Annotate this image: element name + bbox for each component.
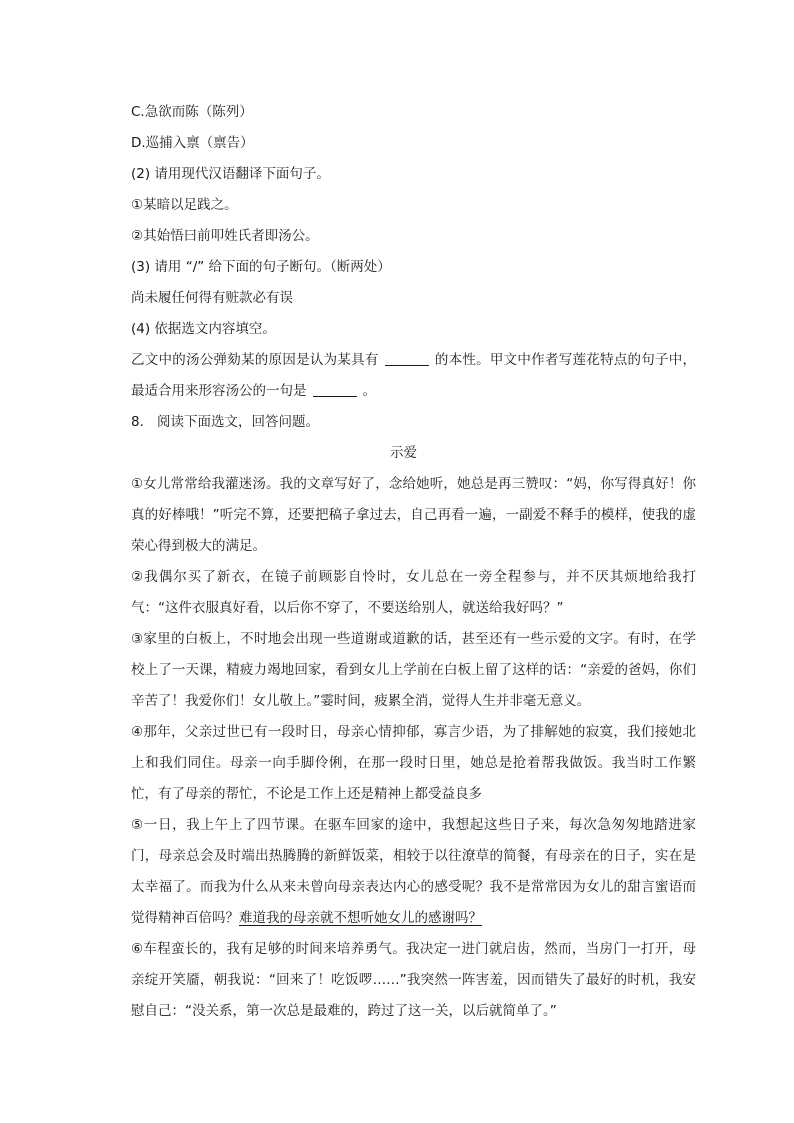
paragraph-1: ①女儿常常给我灌迷汤。我的文章写好了，念给她听，她总是再三赞叹：“妈，你写得真好！你真的好棒哦！”听完不算，还要把稿子拿过去，自己再看一遍，一副爱不释手的模样，使我的虚荣心得到极大的满足。 xyxy=(131,476,696,554)
option-c: C.急欲而陈（陈列） xyxy=(131,104,253,120)
fill-text-3: 。 xyxy=(362,383,376,399)
subquestion-3-title: (3) 请用 “/” 给下面的句子断句。（断两处） xyxy=(131,259,391,275)
paragraph-4: ④那年，父亲过世已有一段时日，母亲心情抑郁，寡言少语，为了排解她的寂寞，我们接她北上和我们同住。母亲一向手脚伶俐，在那一段时日里，她总是抢着帮我做饭。我当时工作繁忙，有了母亲的帮忙，不论是工作上还是精神上都受益良多 xyxy=(131,724,696,802)
passage-title: 示爱 xyxy=(390,445,417,461)
paragraph-6: ⑥车程蛮长的，我有足够的时间来培养勇气。我决定一进门就启齿，然而，当房门一打开，母亲绽开笑靥，朝我说：“回来了！吃饭啰……”我突然一阵害羞，因而错失了最好的时机，我安慰自己：“没关系，第一次总是最难的，跨过了这一关，以后就简单了。” xyxy=(131,941,696,1019)
question-prompt: 阅读下面选文，回答问题。 xyxy=(157,414,319,430)
paragraph-3: ③家里的白板上，不时地会出现一些道谢或道歉的话，甚至还有一些示爱的文字。有时，在学校上了一天课，精疲力竭地回家，看到女儿上学前在白板上留了这样的话：“亲爱的爸妈，你们辛苦了！我爱你们！女儿敬上。”霎时间，疲累全消，觉得人生并非毫无意义。 xyxy=(131,631,696,709)
subquestion-3-sentence: 尚未履任何得有赃款必有误 xyxy=(131,290,293,306)
paragraph-5 xyxy=(131,810,696,934)
underlined-sentence: 难道我的母亲就不想听她女儿的感谢吗？ xyxy=(239,910,482,926)
question-8-header xyxy=(131,407,696,438)
subquestion-4-fill xyxy=(131,345,696,407)
question-number: 8. xyxy=(131,414,144,430)
paragraph-2: ②我偶尔买了新衣，在镜子前顾影自怜时，女儿总在一旁全程参与，并不厌其烦地给我打气：“这件衣服真好看，以后你不穿了，不要送给别人，就送给我好吗？” xyxy=(131,569,696,616)
document-page xyxy=(131,97,696,1027)
subquestion-2-sentence-1: ①某暗以足践之。 xyxy=(131,197,238,213)
fill-text-2: 的本性。甲文中作者写莲花特点的句子中，最适合用来形容汤公的一句是 xyxy=(131,352,697,399)
paragraph-5-text: ⑤一日，我上午上了四节课。在驱车回家的途中，我想起这些日子来，每次急匆匆地踏进家门，母亲总会及时端出热腾腾的新鲜饭菜，相较于以往潦草的简餐，有母亲在的日子，实在是太幸福了。而我为什么从来未曾向母亲表达内心的感受呢？我不是常常因为女儿的甜言蜜语而觉得精神百倍吗？ xyxy=(131,817,696,926)
fill-text-1: 乙文中的汤公弹劾某的原因是认为某具有 xyxy=(131,352,379,368)
option-d: D.巡捕入禀（禀告） xyxy=(131,135,254,151)
subquestion-4-title: (4) 依据选文内容填空。 xyxy=(131,321,276,337)
fill-blank-2[interactable] xyxy=(313,381,357,397)
subquestion-2-title: (2) 请用现代汉语翻译下面句子。 xyxy=(131,166,330,182)
fill-blank-1[interactable] xyxy=(385,350,429,366)
subquestion-2-sentence-2: ②其始悟曰前叩姓氏者即汤公。 xyxy=(131,228,319,244)
